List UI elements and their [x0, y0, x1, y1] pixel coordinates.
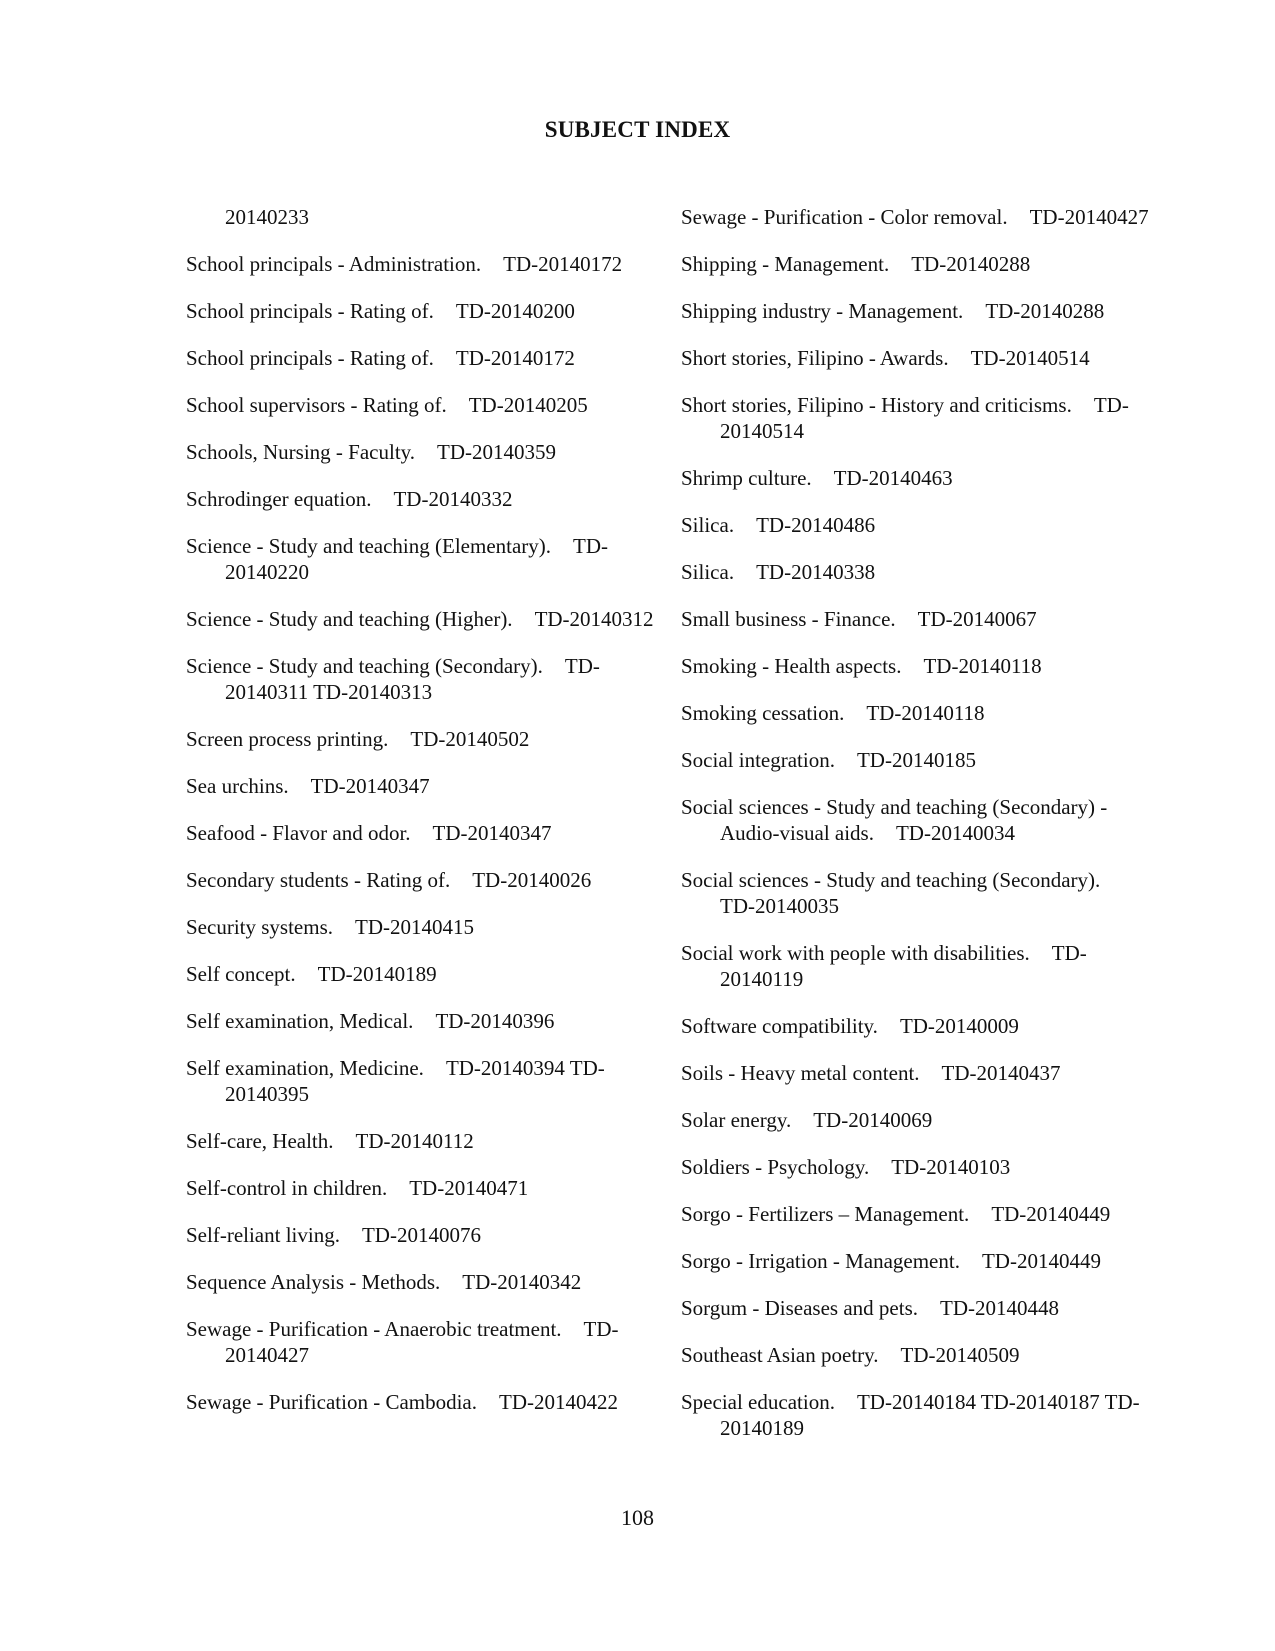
index-entry-refs: TD-20140509	[900, 1343, 1020, 1367]
index-entry-subject: Science - Study and teaching (Elementary).	[186, 534, 552, 558]
index-entry-refs: TD-20140069	[813, 1108, 933, 1132]
index-entry	[681, 298, 1151, 324]
index-entry	[186, 1316, 656, 1368]
index-column-left	[186, 204, 656, 1436]
index-entry	[681, 1201, 1151, 1227]
index-entry-refs: TD-20140205	[468, 393, 588, 417]
index-entry	[186, 251, 656, 277]
index-entry-subject: Soils - Heavy metal content.	[681, 1061, 920, 1085]
index-entry-refs: TD-20140347	[432, 821, 552, 845]
index-entry-subject: Southeast Asian poetry.	[681, 1343, 879, 1367]
index-entry-refs: TD-20140009	[899, 1014, 1019, 1038]
index-entry-refs: TD-20140035	[720, 894, 839, 918]
index-entry	[186, 533, 656, 585]
index-entry-subject: Sewage - Purification - Cambodia.	[186, 1390, 478, 1414]
index-entry-refs: TD-20140034	[895, 821, 1015, 845]
index-entry-subject: Self-reliant living.	[186, 1223, 340, 1247]
index-entry-subject: School principals - Administration.	[186, 252, 482, 276]
index-entry-subject: Social work with people with disabilities.	[681, 941, 1030, 965]
index-entry	[681, 512, 1151, 538]
index-entry-refs: TD-20140427	[225, 1317, 619, 1367]
index-entry-refs: TD-20140415	[355, 915, 474, 939]
index-entry-refs: TD-20140184 TD-20140187 TD-20140189	[720, 1390, 1140, 1440]
index-entry-subject: Social sciences - Study and teaching (Secondary).	[681, 868, 1101, 892]
index-entry-refs: TD-20140514	[720, 393, 1129, 443]
index-entry-refs: TD-20140427	[1029, 205, 1149, 229]
index-entry	[681, 204, 1151, 230]
index-entry-refs: TD-20140359	[437, 440, 557, 464]
index-entry	[186, 1055, 656, 1107]
index-entry-subject: Sorgum - Diseases and pets.	[681, 1296, 918, 1320]
index-entry-subject: Sewage - Purification - Color removal.	[681, 205, 1008, 229]
index-entry	[681, 606, 1151, 632]
index-entry-subject: Special education.	[681, 1390, 835, 1414]
index-entry	[186, 867, 656, 893]
index-entry-subject: Soldiers - Psychology.	[681, 1155, 870, 1179]
index-entry-subject: Smoking cessation.	[681, 701, 845, 725]
index-entry	[186, 1269, 656, 1295]
index-entry-subject: Social sciences - Study and teaching (Secondary) - Audio-visual aids.	[681, 795, 1108, 845]
index-entry-refs: TD-20140332	[393, 487, 513, 511]
index-entry-subject: Shipping - Management.	[681, 252, 890, 276]
index-entry	[186, 345, 656, 371]
index-entry	[681, 1013, 1151, 1039]
index-entry-subject: School principals - Rating of.	[186, 346, 434, 370]
index-entry-subject: Screen process printing.	[186, 727, 389, 751]
index-entry-subject: Sea urchins.	[186, 774, 289, 798]
index-entry-subject: Self examination, Medicine.	[186, 1056, 424, 1080]
index-entry	[186, 1175, 656, 1201]
index-entry-subject: Small business - Finance.	[681, 607, 896, 631]
index-entry	[681, 1154, 1151, 1180]
index-entry-subject: Seafood - Flavor and odor.	[186, 821, 411, 845]
index-entry	[186, 653, 656, 705]
index-entry	[186, 1008, 656, 1034]
index-entry	[681, 1248, 1151, 1274]
index-entry-subject: Sequence Analysis - Methods.	[186, 1270, 441, 1294]
index-entry	[681, 1389, 1151, 1441]
index-entry-subject: Sorgo - Fertilizers – Management.	[681, 1202, 970, 1226]
index-entry	[186, 439, 656, 465]
index-entry-refs: TD-20140185	[856, 748, 976, 772]
index-entry-refs: 20140233	[225, 205, 309, 229]
index-entry-refs: TD-20140200	[455, 299, 575, 323]
index-entry	[681, 345, 1151, 371]
index-entry-subject: Science - Study and teaching (Secondary).	[186, 654, 543, 678]
index-entry	[681, 392, 1151, 444]
index-entry-refs: TD-20140471	[409, 1176, 529, 1200]
index-entry	[681, 794, 1151, 846]
index-entry-subject: School supervisors - Rating of.	[186, 393, 447, 417]
index-entry-subject: Schrodinger equation.	[186, 487, 372, 511]
index-entry-subject: Schools, Nursing - Faculty.	[186, 440, 416, 464]
index-entry-subject: Short stories, Filipino - Awards.	[681, 346, 949, 370]
index-entry	[186, 820, 656, 846]
index-entry-subject: Shipping industry - Management.	[681, 299, 964, 323]
index-entry-subject: Science - Study and teaching (Higher).	[186, 607, 513, 631]
index-entry-refs: TD-20140449	[981, 1249, 1101, 1273]
index-entry	[186, 1222, 656, 1248]
index-entry-refs: TD-20140189	[317, 962, 437, 986]
index-entry-refs: TD-20140311 TD-20140313	[225, 654, 600, 704]
index-entry-subject: Self-care, Health.	[186, 1129, 334, 1153]
index-entry	[186, 204, 656, 230]
index-entry-refs: TD-20140448	[940, 1296, 1059, 1320]
index-entry-refs: TD-20140463	[833, 466, 953, 490]
index-entry-subject: Solar energy.	[681, 1108, 792, 1132]
index-entry-refs: TD-20140396	[435, 1009, 555, 1033]
index-entry	[186, 298, 656, 324]
index-entry	[681, 653, 1151, 679]
index-entry	[186, 392, 656, 418]
index-entry-subject: Smoking - Health aspects.	[681, 654, 902, 678]
index-entry	[681, 700, 1151, 726]
index-entry-refs: TD-20140118	[866, 701, 985, 725]
index-entry-subject: Self concept.	[186, 962, 296, 986]
index-entry-subject: Self-control in children.	[186, 1176, 388, 1200]
index-entry-refs: TD-20140338	[756, 560, 876, 584]
index-entry	[681, 940, 1151, 992]
index-entry-refs: TD-20140288	[985, 299, 1105, 323]
index-entry-refs: TD-20140220	[225, 534, 609, 584]
index-entry-refs: TD-20140119	[720, 941, 1087, 991]
index-entry	[186, 1389, 656, 1415]
page-number: 108	[621, 1505, 654, 1530]
index-entry-subject: Silica.	[681, 513, 735, 537]
index-entry-subject: Self examination, Medical.	[186, 1009, 414, 1033]
index-entry-refs: TD-20140118	[923, 654, 1042, 678]
index-entry-refs: TD-20140347	[310, 774, 430, 798]
index-entry	[186, 773, 656, 799]
index-entry	[681, 1060, 1151, 1086]
index-entry-refs: TD-20140502	[410, 727, 530, 751]
index-entry-refs: TD-20140449	[991, 1202, 1111, 1226]
index-entry	[681, 251, 1151, 277]
index-column-right	[681, 204, 1151, 1462]
index-entry	[186, 606, 656, 632]
index-entry	[681, 747, 1151, 773]
index-entry	[681, 1342, 1151, 1368]
index-entry-subject: Sewage - Purification - Anaerobic treatment.	[186, 1317, 562, 1341]
index-entry-refs: TD-20140514	[970, 346, 1090, 370]
index-entry-refs: TD-20140312	[534, 607, 654, 631]
index-entry	[681, 465, 1151, 491]
page-title: SUBJECT INDEX	[544, 117, 731, 142]
index-entry-refs: TD-20140422	[499, 1390, 619, 1414]
index-entry-subject: Short stories, Filipino - History and criticisms.	[681, 393, 1072, 417]
index-entry-refs: TD-20140172	[455, 346, 575, 370]
index-entry-refs: TD-20140394 TD-20140395	[225, 1056, 605, 1106]
index-entry-refs: TD-20140026	[472, 868, 592, 892]
index-entry-subject: Secondary students - Rating of.	[186, 868, 451, 892]
index-entry-refs: TD-20140437	[941, 1061, 1061, 1085]
index-entry	[186, 726, 656, 752]
index-entry	[681, 867, 1151, 919]
index-entry-refs: TD-20140067	[917, 607, 1037, 631]
index-entry-subject: School principals - Rating of.	[186, 299, 434, 323]
index-entry-refs: TD-20140076	[361, 1223, 481, 1247]
index-entry-refs: TD-20140486	[756, 513, 876, 537]
index-entry-subject: Software compatibility.	[681, 1014, 878, 1038]
index-entry	[186, 961, 656, 987]
index-entry	[186, 1128, 656, 1154]
index-entry	[681, 1295, 1151, 1321]
index-entry-refs: TD-20140172	[503, 252, 623, 276]
index-entry-subject: Sorgo - Irrigation - Management.	[681, 1249, 960, 1273]
index-entry-subject: Silica.	[681, 560, 735, 584]
index-entry-subject: Security systems.	[186, 915, 333, 939]
index-entry-subject: Shrimp culture.	[681, 466, 812, 490]
index-entry	[681, 559, 1151, 585]
index-entry-refs: TD-20140342	[462, 1270, 582, 1294]
index-entry-refs: TD-20140103	[891, 1155, 1011, 1179]
index-entry	[681, 1107, 1151, 1133]
index-entry	[186, 914, 656, 940]
index-entry-refs: TD-20140112	[355, 1129, 474, 1153]
index-entry	[186, 486, 656, 512]
index-entry-subject: Social integration.	[681, 748, 835, 772]
index-entry-refs: TD-20140288	[911, 252, 1031, 276]
